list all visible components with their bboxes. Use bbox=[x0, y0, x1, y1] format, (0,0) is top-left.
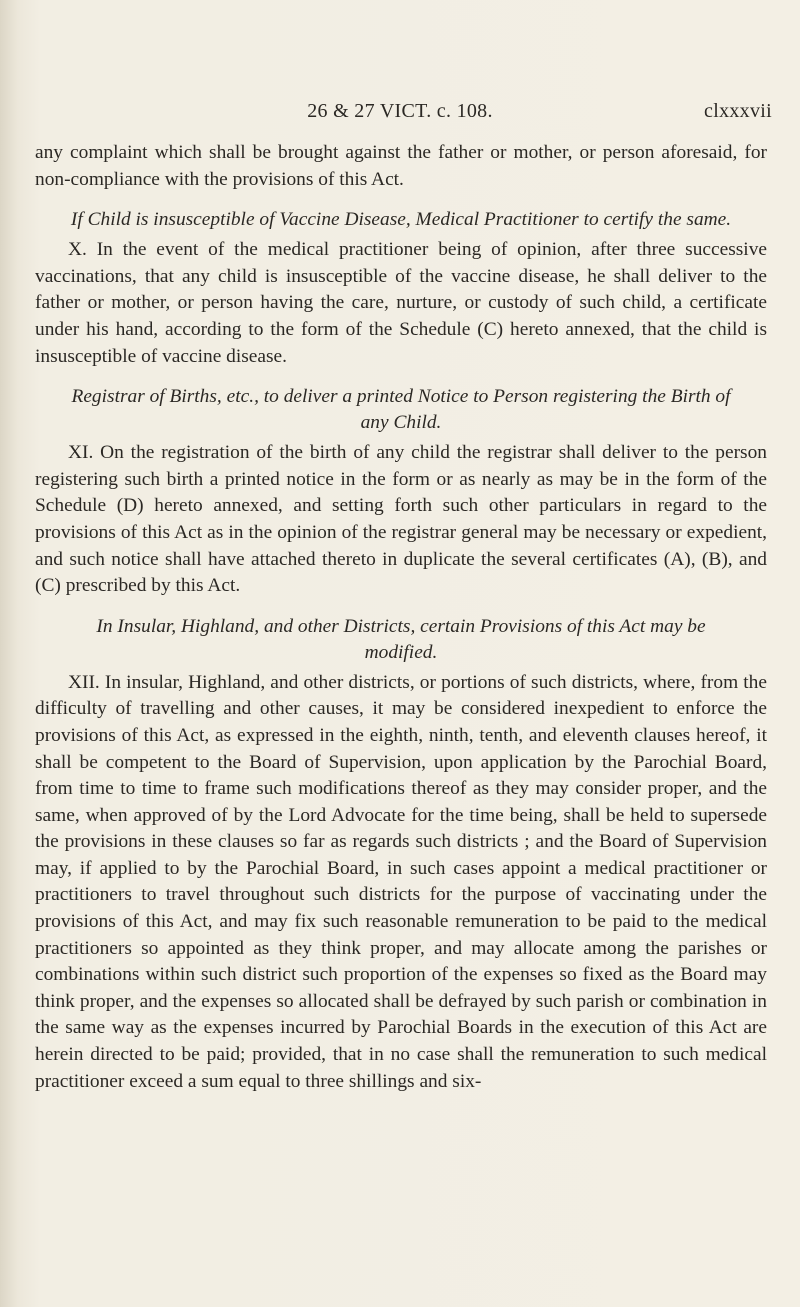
section-xii-paragraph: XII. In insular, Highland, and other districts, or portions of such districts, where, from the difficulty of travelling and other causes, it may be considered inexpedient to enforce the provisions of this Act, as expressed in the eighth, ninth, tenth, and eleventh clauses hereof, it shall be competent to the Board of Supervision, upon application by the Parochial Board, from time to time to frame such modifications thereof as they may consider proper, and the same, when approved of by the Lord Advocate for the time being, shall be held to supersede the provisions in these clauses so far as regards such districts ; and the Board of Supervision may, if applied to by the Parochial Board, in such cases appoint a medical practitioner or practitioners to travel throughout such districts for the purpose of vaccinating under the provisions of this Act, and may fix such reasonable remuneration to be paid to the medical practitioners so appointed as they think proper, and may allocate among the parishes or combinations within such district such proportion of the expenses so fixed as the Board may think proper, and the expenses so allocated shall be defrayed by such parish or combination in the same way as the expenses incurred by Parochial Boards in the execution of this Act are herein directed to be paid; provided, that in no case shall the remuneration to such medical practitioner exceed a sum equal to three shillings and six- bbox=[35, 671, 767, 1092]
page-number: clxxxvii bbox=[704, 100, 772, 122]
section-xi-marginal-heading: Registrar of Births, etc., to deliver a printed Notice to Person registering the Birth of any Child. bbox=[71, 386, 731, 434]
section-xi-paragraph: XI. On the registration of the birth of any child the registrar shall deliver to the person registering such birth a printed notice in the form or as nearly as may be in the form of the Schedule (D) hereto annexed, and setting forth such other particulars in regard to the provisions of this Act as in the opinion of the registrar general may be necessary or expedient, and such notice shall have attached thereto in duplicate the several certificates (A), (B), and (C) prescribed by this Act. bbox=[35, 442, 767, 597]
section-x-marginal-heading: If Child is insusceptible of Vaccine Disease, Medical Practitioner to certify the same. bbox=[70, 209, 732, 231]
continuation-paragraph: any complaint which shall be brought against the father or mother, or person aforesaid, for non-compliance with the provisions of this Act. bbox=[35, 142, 767, 190]
running-header bbox=[0, 100, 800, 130]
section-xii-marginal-heading: In Insular, Highland, and other Districts, certain Provisions of this Act may be modified. bbox=[96, 615, 706, 663]
section-x-paragraph: X. In the event of the medical practitioner being of opinion, after three successive vaccinations, that any child is insusceptible of the vaccine disease, he shall deliver to the father or mother, or person having the care, nurture, or custody of such child, a certificate under his hand, according to the form of the Schedule (C) hereto annexed, that the child is insusceptible of vaccine disease. bbox=[35, 239, 767, 367]
document-body bbox=[35, 140, 767, 1095]
header-title: 26 & 27 VICT. c. 108. bbox=[307, 100, 493, 122]
